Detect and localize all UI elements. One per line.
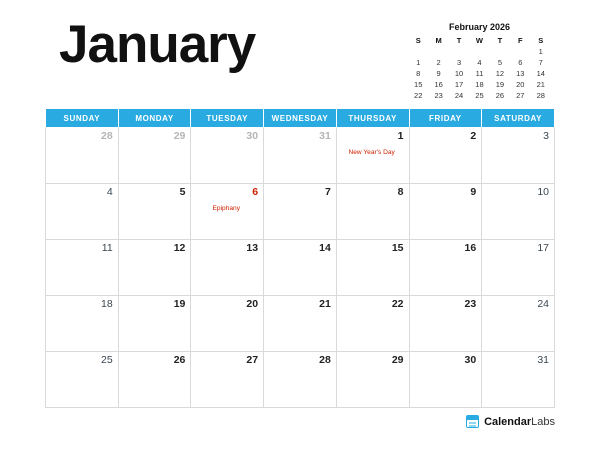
day-number: 13 [246,242,259,254]
mini-day-cell: 27 [516,91,525,100]
calendar-day-cell[interactable] [409,296,482,352]
day-number: 4 [106,186,113,198]
day-number: 20 [246,298,259,310]
day-number: 18 [101,298,113,310]
mini-week-row [408,57,551,68]
mini-day-cell: 25 [475,91,484,100]
mini-day-cell: 14 [536,69,545,78]
calendar-week-row [46,128,555,184]
calendar-day-cell[interactable] [482,296,555,352]
calendar-day-cell[interactable] [46,240,119,296]
mini-day-cell: 7 [538,58,543,67]
mini-day-cell: 20 [516,80,525,89]
mini-week-row [408,79,551,90]
calendar-day-cell[interactable] [118,352,191,408]
mini-day-cell: 6 [518,58,523,67]
mini-day-cell: 11 [475,69,484,78]
calendar-day-cell[interactable] [46,296,119,352]
mini-day-cell: 17 [454,80,464,89]
day-number: 28 [319,354,331,366]
day-number: 8 [397,186,404,198]
weekday-header-wednesday: WEDNESDAY [264,109,337,128]
calendar-week-row [46,184,555,240]
calendar-day-cell[interactable] [118,184,191,240]
mini-day-cell [469,46,489,57]
calendar-day-cell[interactable] [264,352,337,408]
mini-day-cell: 15 [414,80,423,89]
brand-name-suffix: Labs [531,415,555,428]
weekday-header-tuesday: TUESDAY [191,109,264,128]
calendar-day-cell[interactable] [46,352,119,408]
mini-day-cell: 9 [436,69,441,78]
calendar-day-cell[interactable] [118,296,191,352]
calendar-day-cell[interactable] [264,184,337,240]
mini-day-cell: 28 [536,91,545,100]
calendar-week-row [46,240,555,296]
day-number: 22 [391,298,404,310]
calendar-day-cell[interactable] [482,352,555,408]
calendar-table [45,108,555,408]
mini-day-cell: 12 [495,69,505,78]
calendar-day-cell[interactable] [264,296,337,352]
mini-day-cell [510,46,530,57]
calendar-day-cell[interactable] [409,240,482,296]
day-number: 11 [101,242,113,254]
calendar-day-cell[interactable] [482,184,555,240]
day-event-label: New Year's Day [348,148,395,156]
day-number: 28 [101,130,113,142]
day-number: 2 [470,130,477,142]
calendar-day-cell[interactable] [191,128,264,184]
mini-weekday-header: M [435,36,442,45]
weekday-header-row [46,109,555,128]
mini-day-cell [428,46,448,57]
day-number: 30 [464,354,477,366]
mini-day-cell [449,46,469,57]
calendar-icon [466,415,479,428]
calendar-day-cell[interactable] [409,352,482,408]
mini-week-row [408,46,551,57]
calendar-day-cell[interactable] [336,352,409,408]
main-calendar [45,108,555,408]
day-number: 29 [173,130,186,142]
mini-weekday-header: S [538,36,544,45]
day-number: 19 [173,298,186,310]
day-number: 5 [179,186,186,198]
day-number: 24 [537,298,549,310]
calendar-day-cell[interactable] [264,240,337,296]
calendar-week-row [46,352,555,408]
mini-day-cell: 26 [495,91,505,100]
brand-name-prefix: Calendar [484,415,532,428]
page-title: January [59,15,256,74]
mini-day-cell [408,46,428,57]
day-number: 27 [246,354,259,366]
calendar-day-cell[interactable] [191,184,264,240]
day-number: 3 [543,130,549,142]
mini-day-cell: 24 [454,91,464,100]
weekday-header-sunday: SUNDAY [46,109,119,128]
mini-day-cell: 2 [436,58,441,67]
day-number: 10 [537,186,549,198]
calendar-day-cell[interactable] [46,184,119,240]
mini-day-cell: 5 [497,58,502,67]
day-number: 16 [464,242,477,254]
day-number: 29 [391,354,404,366]
mini-month-calendar [408,22,551,101]
day-number: 25 [101,354,113,366]
weekday-header-monday: MONDAY [118,109,191,128]
day-number: 23 [464,298,477,310]
calendar-day-cell[interactable] [46,128,119,184]
mini-weekday-header: W [475,36,484,45]
weekday-header-saturday: SATURDAY [482,109,555,128]
day-number: 26 [173,354,186,366]
mini-day-cell: 16 [434,80,443,89]
calendar-day-cell[interactable] [409,128,482,184]
mini-day-cell [490,46,510,57]
mini-day-cell: 18 [475,80,484,89]
calendar-day-cell[interactable] [336,296,409,352]
calendar-day-cell[interactable] [118,240,191,296]
calendar-day-cell[interactable] [336,240,409,296]
day-event-label: Epiphany [212,204,240,212]
day-number: 7 [324,186,331,198]
calendar-day-cell[interactable] [191,240,264,296]
mini-weekday-header: S [415,36,421,45]
weekday-header-friday: FRIDAY [409,109,482,128]
page-header [45,0,555,100]
day-number: 31 [319,130,331,142]
calendar-day-cell[interactable] [336,184,409,240]
calendar-day-cell[interactable] [409,184,482,240]
day-number: 17 [537,242,549,254]
mini-day-cell: 1 [416,58,421,67]
weekday-header-thursday: THURSDAY [336,109,409,128]
calendar-day-cell[interactable] [482,128,555,184]
day-number: 21 [319,298,331,310]
calendar-day-cell[interactable] [482,240,555,296]
calendar-week-row [46,296,555,352]
mini-week-row [408,90,551,101]
mini-weekday-header: T [497,36,503,45]
mini-day-cell: 21 [536,80,545,89]
calendar-day-cell[interactable] [191,352,264,408]
mini-day-cell: 4 [477,58,482,67]
day-number: 14 [319,242,331,254]
day-number: 30 [246,130,259,142]
calendar-day-cell[interactable] [264,128,337,184]
day-number: 15 [391,242,404,254]
mini-day-cell: 3 [456,58,462,67]
day-number: 31 [537,354,549,366]
mini-weekday-header: F [518,36,523,45]
calendar-day-cell[interactable] [191,296,264,352]
mini-day-cell: 19 [495,80,505,89]
mini-day-cell: 13 [516,69,525,78]
day-number: 6 [252,186,259,198]
mini-day-cell: 8 [416,69,421,78]
calendar-day-cell[interactable] [336,128,409,184]
mini-weekday-header: T [456,36,462,45]
brand-name [484,416,555,428]
day-number: 12 [173,242,186,254]
mini-month-header-row [408,35,551,46]
mini-month-title: February 2026 [448,22,511,32]
mini-month-table [408,35,551,101]
day-number: 1 [397,130,404,142]
brand-footer[interactable] [466,415,555,428]
day-number: 9 [470,186,477,198]
mini-day-cell: 1 [538,47,543,56]
mini-week-row [408,68,551,79]
calendar-day-cell[interactable] [118,128,191,184]
mini-day-cell: 22 [414,91,423,100]
mini-day-cell: 23 [434,91,443,100]
mini-day-cell: 10 [454,69,464,78]
